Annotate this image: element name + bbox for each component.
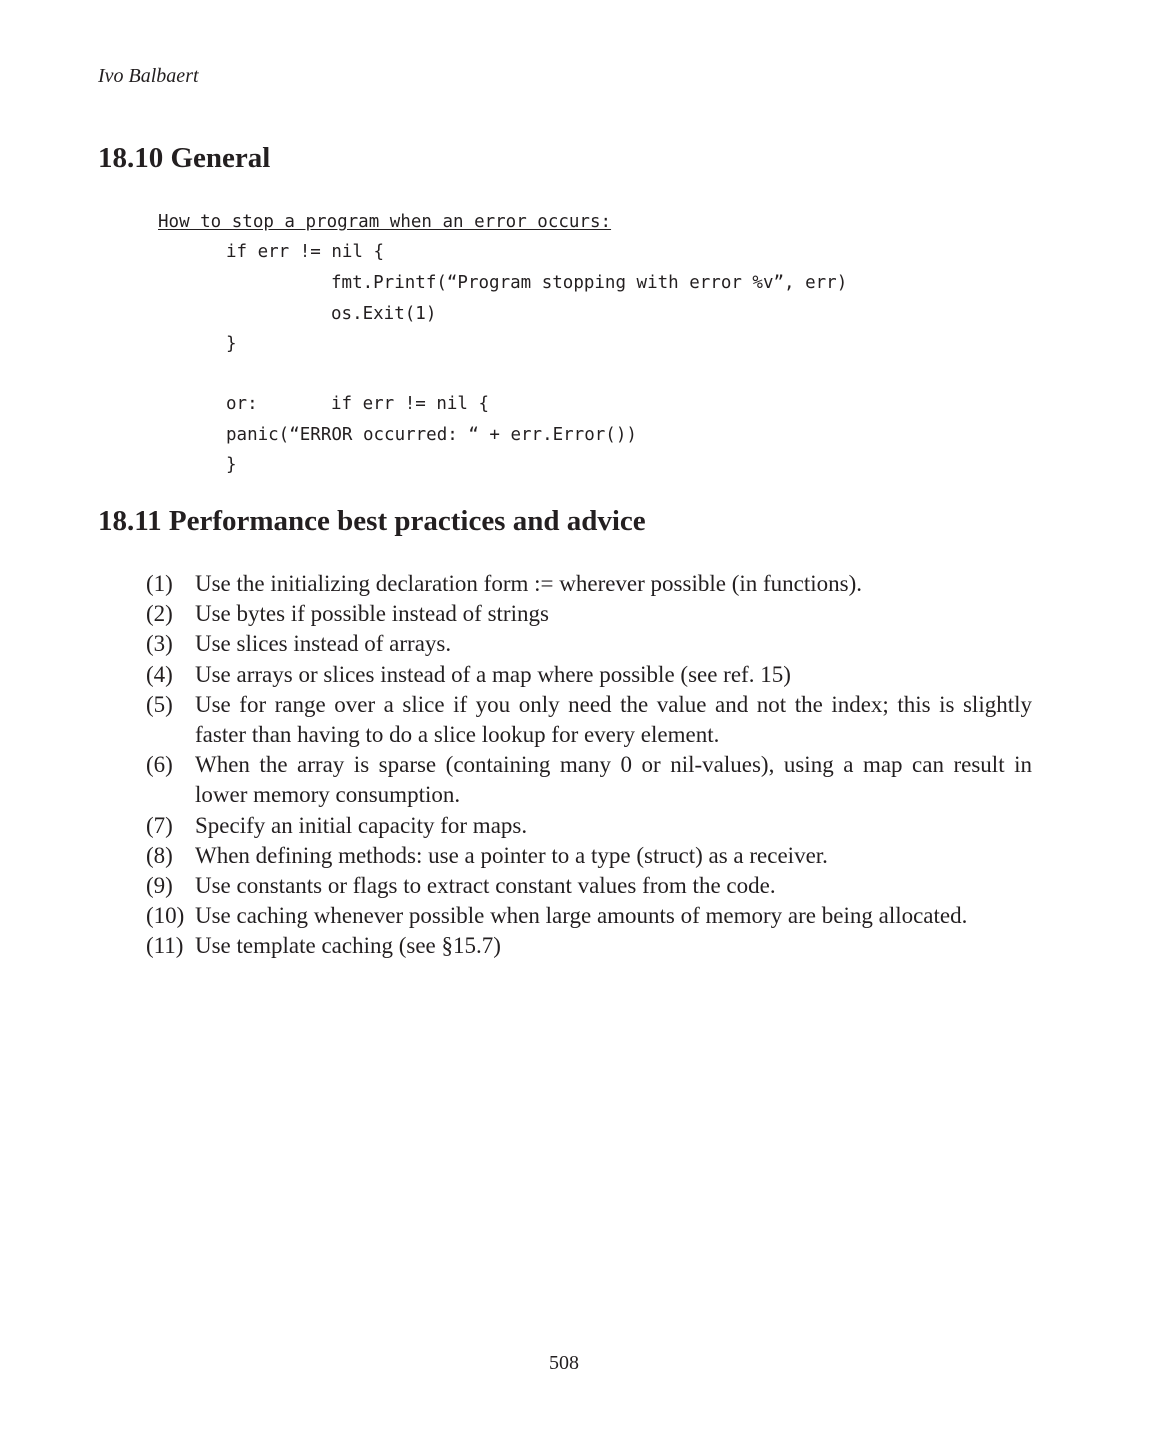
- item-number: (4): [146, 661, 173, 687]
- code-line: fmt.Printf(“Program stopping with error %v”, err): [331, 273, 848, 293]
- list-item: [146, 660, 1032, 690]
- list-item: [146, 599, 1032, 629]
- item-number: (5): [146, 691, 173, 717]
- page-number: 508: [549, 1352, 579, 1374]
- item-number: (7): [146, 812, 173, 838]
- list-item: [146, 841, 1032, 871]
- list-item: [146, 931, 1032, 961]
- code-line-or-label: or:: [226, 394, 258, 414]
- item-number: (3): [146, 631, 173, 657]
- item-number: (6): [146, 752, 173, 778]
- item-text: When defining methods: use a pointer to a type (struct) as a receiver.: [195, 842, 828, 868]
- section-heading-general: 18.10 General: [98, 142, 271, 174]
- list-item: [146, 901, 1032, 931]
- list-item: [146, 871, 1032, 901]
- item-text: Use the initializing declaration form := wherever possible (in functions).: [195, 571, 862, 596]
- code-line: }: [226, 334, 237, 354]
- list-item: [146, 629, 1032, 659]
- list-item: [146, 569, 1032, 599]
- advice-list: [146, 569, 1032, 962]
- code-line: }: [226, 455, 237, 475]
- item-number: (9): [146, 873, 173, 899]
- item-number: (11): [146, 933, 184, 959]
- item-text: Specify an initial capacity for maps.: [195, 812, 528, 838]
- list-item: [146, 811, 1032, 841]
- item-text: Use constants or flags to extract constant values from the code.: [195, 873, 776, 899]
- item-text: Use template caching (see §15.7): [195, 933, 501, 959]
- item-text: Use caching whenever possible when large amounts of memory are being allocated.: [195, 903, 968, 929]
- item-text: Use for range over a slice if you only need the value and not the index; this is slightly faster than having to do a slice lookup for every element.: [195, 691, 1032, 748]
- list-item: [146, 750, 1032, 810]
- item-number: (2): [146, 601, 173, 627]
- list-item: [146, 690, 1032, 750]
- code-line: if err != nil {: [331, 394, 490, 414]
- running-head-author: Ivo Balbaert: [98, 65, 199, 87]
- item-text: Use slices instead of arrays.: [195, 631, 452, 657]
- item-text: Use arrays or slices instead of a map where possible (see ref. 15): [195, 661, 791, 687]
- item-text: Use bytes if possible instead of strings: [195, 601, 549, 627]
- code-line: if err != nil {: [226, 242, 385, 262]
- code-line: os.Exit(1): [331, 304, 437, 324]
- item-text: When the array is sparse (containing many 0 or nil-values), using a map can result in lower memory consumption.: [195, 752, 1032, 808]
- section-heading-performance: 18.11 Performance best practices and advice: [98, 505, 646, 537]
- code-title: How to stop a program when an error occurs:: [158, 212, 612, 232]
- item-number: (8): [146, 842, 173, 868]
- item-number: (1): [146, 571, 173, 596]
- item-number: (10): [146, 903, 185, 929]
- code-line: panic(“ERROR occurred: “ + err.Error()): [226, 425, 637, 445]
